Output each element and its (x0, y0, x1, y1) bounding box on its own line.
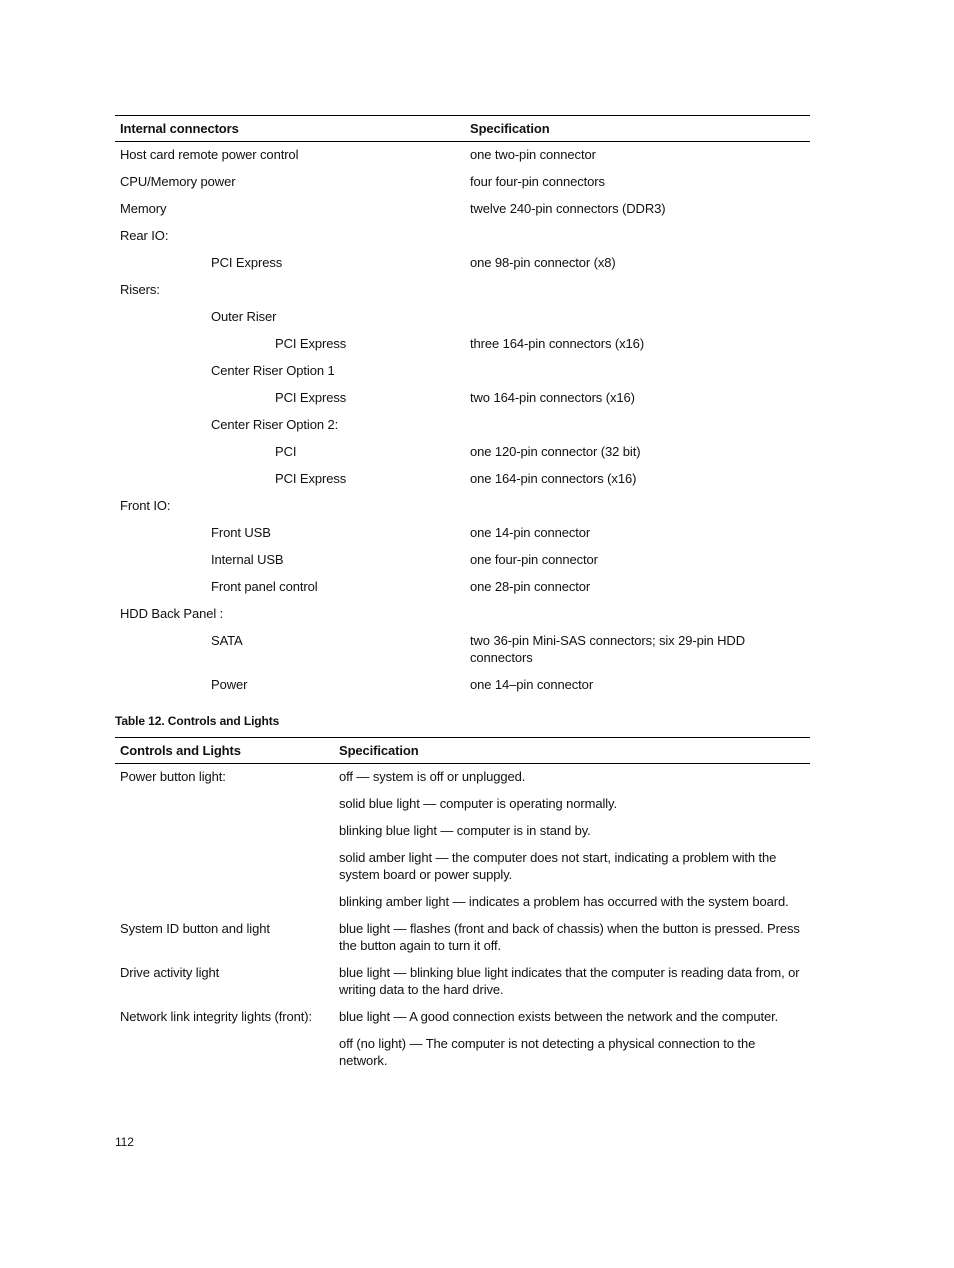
row-label: Network link integrity lights (front): (120, 1009, 312, 1024)
page-number: 112 (115, 1135, 134, 1149)
table-row (115, 818, 810, 845)
row-spec: three 164-pin connectors (x16) (470, 336, 645, 351)
table-row (115, 672, 810, 699)
row-spec: blinking amber light — indicates a problem has occurred with the system board. (339, 894, 789, 909)
row-spec: blue light — blinking blue light indicates that the computer is reading data from, or writing data to the hard drive. (339, 965, 800, 997)
table-row (115, 277, 810, 304)
table-row (115, 169, 810, 196)
row-label: Front panel control (211, 579, 318, 594)
row-spec: one 164-pin connectors (x16) (470, 471, 637, 486)
table-row (115, 845, 810, 889)
table-header (115, 115, 810, 142)
table-row (115, 142, 810, 169)
row-label: Outer Riser (211, 309, 277, 324)
row-spec: one 28-pin connector (470, 579, 591, 594)
table-row (115, 223, 810, 250)
table-row (115, 601, 810, 628)
table-row (115, 412, 810, 439)
table-row (115, 358, 810, 385)
row-spec: blue light — A good connection exists between the network and the computer. (339, 1009, 779, 1024)
table-row (115, 764, 810, 791)
table-row (115, 1031, 810, 1075)
controls-and-lights-table (115, 737, 810, 1075)
table-row (115, 385, 810, 412)
row-spec: solid blue light — computer is operating normally. (339, 796, 618, 811)
table-row (115, 196, 810, 223)
row-label: PCI Express (211, 255, 283, 270)
row-spec: four four-pin connectors (470, 174, 605, 189)
row-label: PCI (275, 444, 297, 459)
row-label: System ID button and light (120, 921, 270, 936)
internal-connectors-table (115, 115, 810, 699)
row-spec: one four-pin connector (470, 552, 598, 567)
header-specification: Specification (470, 121, 550, 136)
row-spec: one 14-pin connector (470, 525, 591, 540)
row-spec: blinking blue light — computer is in stand by. (339, 823, 591, 838)
row-label: Drive activity light (120, 965, 220, 980)
row-label: PCI Express (275, 471, 347, 486)
row-label: Front USB (211, 525, 271, 540)
table-row (115, 493, 810, 520)
row-label: PCI Express (275, 390, 347, 405)
row-label: Memory (120, 201, 167, 216)
row-spec: two 164-pin connectors (x16) (470, 390, 635, 405)
row-label: Center Riser Option 2: (211, 417, 339, 432)
table-row (115, 439, 810, 466)
row-spec: one two-pin connector (470, 147, 596, 162)
row-label: Power button light: (120, 769, 226, 784)
table-row (115, 960, 810, 1004)
table-row (115, 1004, 810, 1031)
table-row (115, 547, 810, 574)
header-specification: Specification (339, 743, 419, 758)
row-label: Front IO: (120, 498, 171, 513)
header-controls-and-lights: Controls and Lights (120, 743, 241, 758)
table-row (115, 466, 810, 493)
table-row (115, 331, 810, 358)
row-spec: solid amber light — the computer does not start, indicating a problem with the system board or power supply. (339, 850, 777, 882)
table-row (115, 628, 810, 672)
row-spec: off — system is off or unplugged. (339, 769, 526, 784)
header-internal-connectors: Internal connectors (120, 121, 239, 136)
row-spec: one 98-pin connector (x8) (470, 255, 616, 270)
row-spec: off (no light) — The computer is not detecting a physical connection to the network. (339, 1036, 756, 1068)
row-label: Internal USB (211, 552, 284, 567)
row-label: SATA (211, 633, 243, 648)
table-caption: Table 12. Controls and Lights (115, 714, 280, 728)
row-label: Center Riser Option 1 (211, 363, 335, 378)
table-header (115, 737, 810, 764)
row-label: Host card remote power control (120, 147, 299, 162)
table-row (115, 889, 810, 916)
row-label: Risers: (120, 282, 160, 297)
row-label: Rear IO: (120, 228, 169, 243)
table-row (115, 791, 810, 818)
table-row (115, 520, 810, 547)
table-row (115, 250, 810, 277)
row-spec: one 120-pin connector (32 bit) (470, 444, 641, 459)
row-label: Power (211, 677, 248, 692)
row-spec: one 14–pin connector (470, 677, 594, 692)
row-label: CPU/Memory power (120, 174, 236, 189)
row-label: PCI Express (275, 336, 347, 351)
table-row (115, 574, 810, 601)
row-label: HDD Back Panel : (120, 606, 224, 621)
table-row (115, 304, 810, 331)
row-spec: blue light — flashes (front and back of chassis) when the button is pressed. Press the button again to turn it off. (339, 921, 800, 953)
table-row (115, 916, 810, 960)
row-spec: two 36-pin Mini-SAS connectors; six 29-pin HDD connectors (470, 633, 746, 665)
row-spec: twelve 240-pin connectors (DDR3) (470, 201, 666, 216)
